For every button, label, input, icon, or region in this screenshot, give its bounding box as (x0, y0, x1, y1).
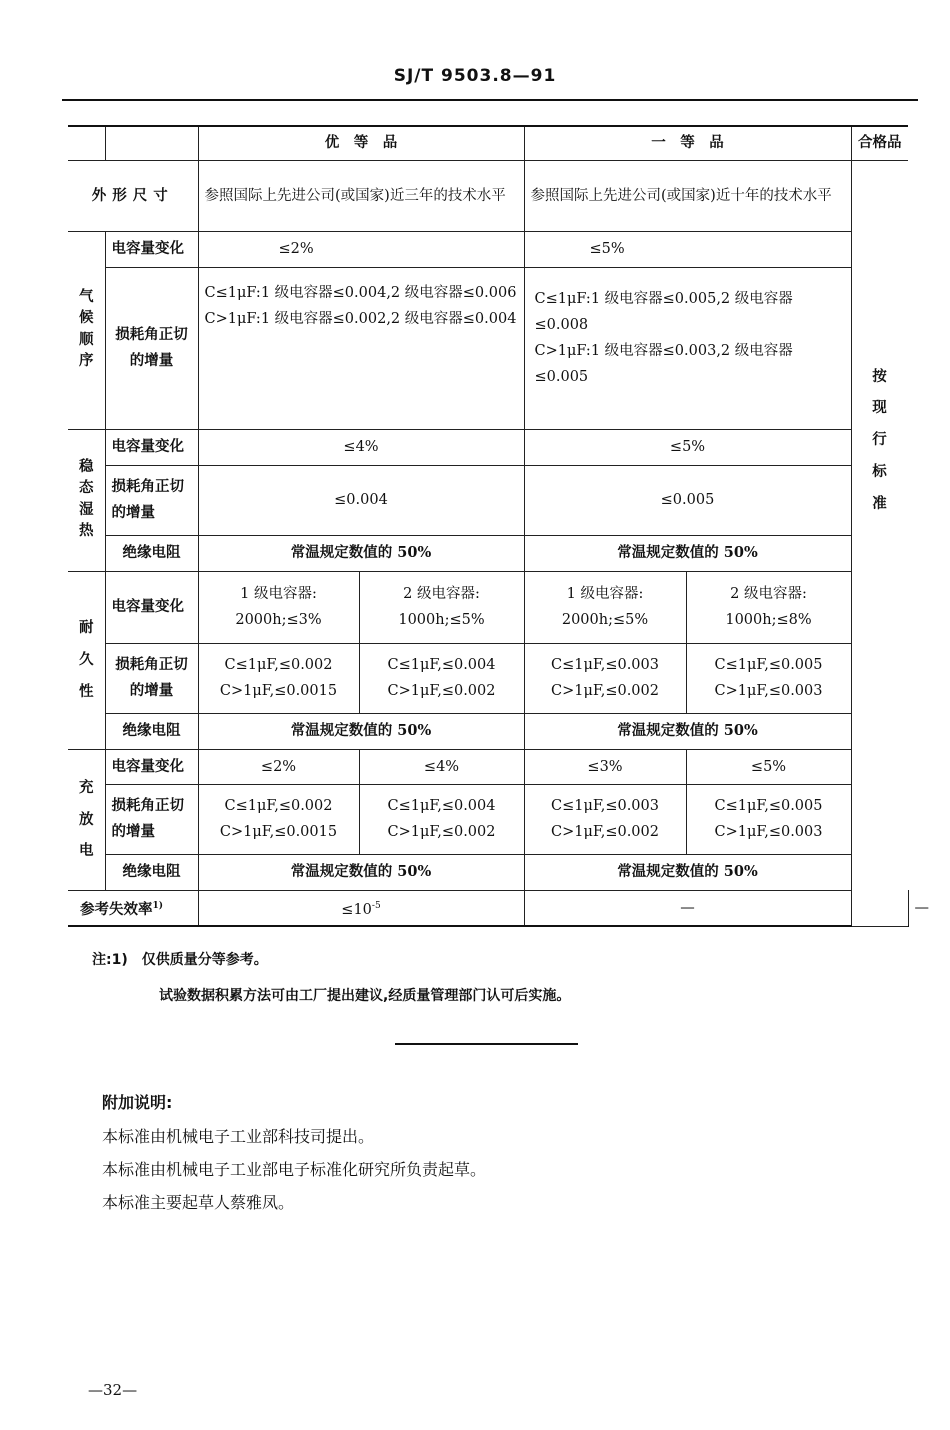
damp-ins-grade2: 常温规定数值的 50% (524, 535, 851, 571)
end-cap-g1-c1-line1: 1 级电容器: (240, 586, 317, 602)
end-loss-g1-c1 (198, 643, 359, 713)
row-label-outline: 外形尺寸 (68, 160, 198, 231)
end-loss-label: 损耗角正切的增量 (105, 643, 198, 713)
failure-label: 参考失效率 (80, 900, 153, 918)
chg-ins-grade1: 常温规定数值的 50% (198, 854, 524, 890)
group-label-charge: 充放电 (79, 778, 94, 860)
table-row-outline (68, 160, 908, 231)
end-cap-g2-c2-line2: 1000h;≤8% (725, 612, 812, 628)
additional-notes (102, 1088, 486, 1221)
climatic-loss-label: 损耗角正切的增量 (105, 267, 198, 429)
end-cap-g2-c1 (524, 571, 686, 643)
chg-loss-g1-c2-line1: C≤1μF,≤0.004 (387, 798, 496, 814)
outline-grade2: 参照国际上先进公司(或国家)近十年的技术水平 (524, 160, 851, 231)
section-divider (395, 1043, 578, 1045)
col-header-grade2: 一 等 品 (524, 126, 851, 160)
chg-loss-g2-c2-line1: C≤1μF,≤0.005 (714, 798, 823, 814)
doc-code-header: SJ/T 9503.8—91 (393, 66, 557, 86)
table-row (68, 429, 908, 465)
climatic-loss-grade1-line1: C≤1μF:1 级电容器≤0.004,2 级电容器≤0.006 (204, 284, 517, 301)
chg-cap-g2-c2: ≤5% (686, 749, 851, 784)
chg-loss-g2-c2 (686, 784, 851, 854)
end-cap-label: 电容量变化 (105, 571, 198, 643)
table-row (68, 713, 908, 749)
damp-ins-label: 绝缘电阻 (105, 535, 198, 571)
group-label-climatic: 气候顺序 (79, 288, 94, 369)
outline-grade1: 参照国际上先进公司(或国家)近三年的技术水平 (198, 160, 524, 231)
page-number: —32— (88, 1381, 138, 1399)
additional-line-1: 本标准由机械电子工业部科技司提出。 (102, 1127, 375, 1146)
end-loss-g1-c1-line2: C>1μF,≤0.0015 (219, 683, 338, 699)
corner-cell (105, 126, 198, 160)
group-label-charge-cell (68, 749, 105, 890)
table-row (68, 749, 908, 784)
footnotes (92, 945, 570, 1017)
damp-cap-grade2: ≤5% (524, 429, 851, 465)
end-cap-g2-c2 (686, 571, 851, 643)
table-row-failure: 参考失效率$^{1)}$ $\le 10^{-5}$ — — (68, 890, 908, 926)
end-loss-g2-c1-line2: C>1μF,≤0.002 (551, 683, 659, 699)
end-loss-g2-c1 (524, 643, 686, 713)
table-header-row (68, 126, 908, 160)
group-label-endurance: 耐久性 (79, 619, 94, 700)
grade3-note-cell (851, 160, 908, 926)
additional-line-3: 本标准主要起草人蔡雅凤。 (102, 1193, 295, 1212)
failure-grade1-exp: -5 (371, 900, 381, 911)
end-ins-label: 绝缘电阻 (105, 713, 198, 749)
climatic-cap-label: 电容量变化 (105, 231, 198, 267)
table-row (68, 784, 908, 854)
chg-loss-g1-c1-line2: C>1μF,≤0.0015 (219, 824, 338, 840)
end-cap-g1-c2 (359, 571, 524, 643)
grade3-note: 按现行标准 (872, 367, 887, 513)
failure-grade2: — (524, 890, 851, 926)
end-cap-g1-c2-line2: 1000h;≤5% (398, 612, 485, 628)
col-header-grade1: 优 等 品 (198, 126, 524, 160)
chg-cap-label: 电容量变化 (105, 749, 198, 784)
header-rule (62, 99, 918, 101)
end-ins-grade2: 常温规定数值的 50% (524, 713, 851, 749)
end-cap-g2-c1-line1: 1 级电容器: (566, 586, 644, 602)
group-label-damp-heat: 稳态湿热 (79, 458, 94, 539)
climatic-cap-grade1: ≤2% (198, 231, 524, 267)
additional-line-2: 本标准由机械电子工业部电子标准化研究所负责起草。 (102, 1160, 487, 1179)
table-row (68, 643, 908, 713)
climatic-loss-grade2 (524, 267, 851, 429)
failure-grade1: ≤10 (341, 901, 372, 918)
spec-table (68, 125, 929, 927)
climatic-loss-grade2-line1: C≤1μF:1 级电容器≤0.005,2 级电容器≤0.008 (534, 290, 793, 333)
climatic-loss-grade2-line2: C>1μF:1 级电容器≤0.003,2 级电容器≤0.005 (534, 342, 793, 385)
chg-loss-g1-c1 (198, 784, 359, 854)
climatic-loss-grade1-line2: C>1μF:1 级电容器≤0.002,2 级电容器≤0.004 (204, 310, 517, 327)
chg-loss-g1-c2-line2: C>1μF,≤0.002 (387, 824, 496, 840)
end-loss-g2-c1-line1: C≤1μF,≤0.003 (551, 657, 659, 673)
chg-cap-g1-c2: ≤4% (359, 749, 524, 784)
end-cap-g1-c2-line1: 2 级电容器: (403, 586, 480, 602)
damp-cap-grade1: ≤4% (198, 429, 524, 465)
footnote-2: 试验数据积累方法可由工厂提出建议,经质量管理部门认可后实施。 (159, 988, 571, 1004)
damp-loss-grade1: ≤0.004 (198, 465, 524, 535)
damp-ins-grade1: 常温规定数值的 50% (198, 535, 524, 571)
table-row (68, 535, 908, 571)
failure-label-sup: 1) (152, 900, 164, 911)
climatic-loss-grade1 (198, 267, 524, 429)
footnote-1: 注:1) 仅供质量分等参考。 (92, 952, 268, 968)
end-loss-g1-c1-line1: C≤1μF,≤0.002 (224, 657, 333, 673)
group-label-endurance-cell (68, 571, 105, 749)
end-loss-g1-c2-line1: C≤1μF,≤0.004 (387, 657, 496, 673)
chg-loss-g2-c2-line2: C>1μF,≤0.003 (714, 824, 823, 840)
table-row (68, 854, 908, 890)
chg-loss-g2-c1-line2: C>1μF,≤0.002 (551, 824, 659, 840)
end-cap-g1-c1 (198, 571, 359, 643)
chg-loss-g1-c2 (359, 784, 524, 854)
end-ins-grade1: 常温规定数值的 50% (198, 713, 524, 749)
end-cap-g1-c1-line2: 2000h;≤3% (235, 612, 322, 628)
damp-cap-label: 电容量变化 (105, 429, 198, 465)
table-row (68, 231, 908, 267)
group-label-climatic-cell (68, 231, 105, 429)
damp-loss-label: 损耗角正切的增量 (105, 465, 198, 535)
end-cap-g2-c1-line2: 2000h;≤5% (561, 612, 649, 628)
end-cap-g2-c2-line1: 2 级电容器: (730, 586, 807, 602)
table-row (68, 571, 908, 643)
chg-loss-g1-c1-line1: C≤1μF,≤0.002 (224, 798, 333, 814)
chg-loss-g2-c1-line1: C≤1μF,≤0.003 (551, 798, 659, 814)
chg-ins-label: 绝缘电阻 (105, 854, 198, 890)
table-row (68, 465, 908, 535)
chg-cap-g2-c1: ≤3% (524, 749, 686, 784)
col-header-grade3: 合格品 (851, 126, 908, 160)
climatic-cap-grade2: ≤5% (524, 231, 851, 267)
end-loss-g2-c2-line2: C>1μF,≤0.003 (714, 683, 823, 699)
chg-loss-g2-c1 (524, 784, 686, 854)
table-row (68, 267, 908, 429)
chg-ins-grade2: 常温规定数值的 50% (524, 854, 851, 890)
failure-label-cell (68, 890, 198, 926)
end-loss-g2-c2 (686, 643, 851, 713)
end-loss-g1-c2 (359, 643, 524, 713)
group-label-damp-heat-cell (68, 429, 105, 571)
damp-loss-grade2: ≤0.005 (524, 465, 851, 535)
end-loss-g2-c2-line1: C≤1μF,≤0.005 (714, 657, 823, 673)
end-loss-g1-c2-line2: C>1μF,≤0.002 (387, 683, 496, 699)
additional-title: 附加说明: (102, 1093, 173, 1112)
chg-loss-label: 损耗角正切的增量 (105, 784, 198, 854)
chg-cap-g1-c1: ≤2% (198, 749, 359, 784)
corner-cell (68, 126, 105, 160)
failure-grade1-cell (198, 890, 524, 926)
